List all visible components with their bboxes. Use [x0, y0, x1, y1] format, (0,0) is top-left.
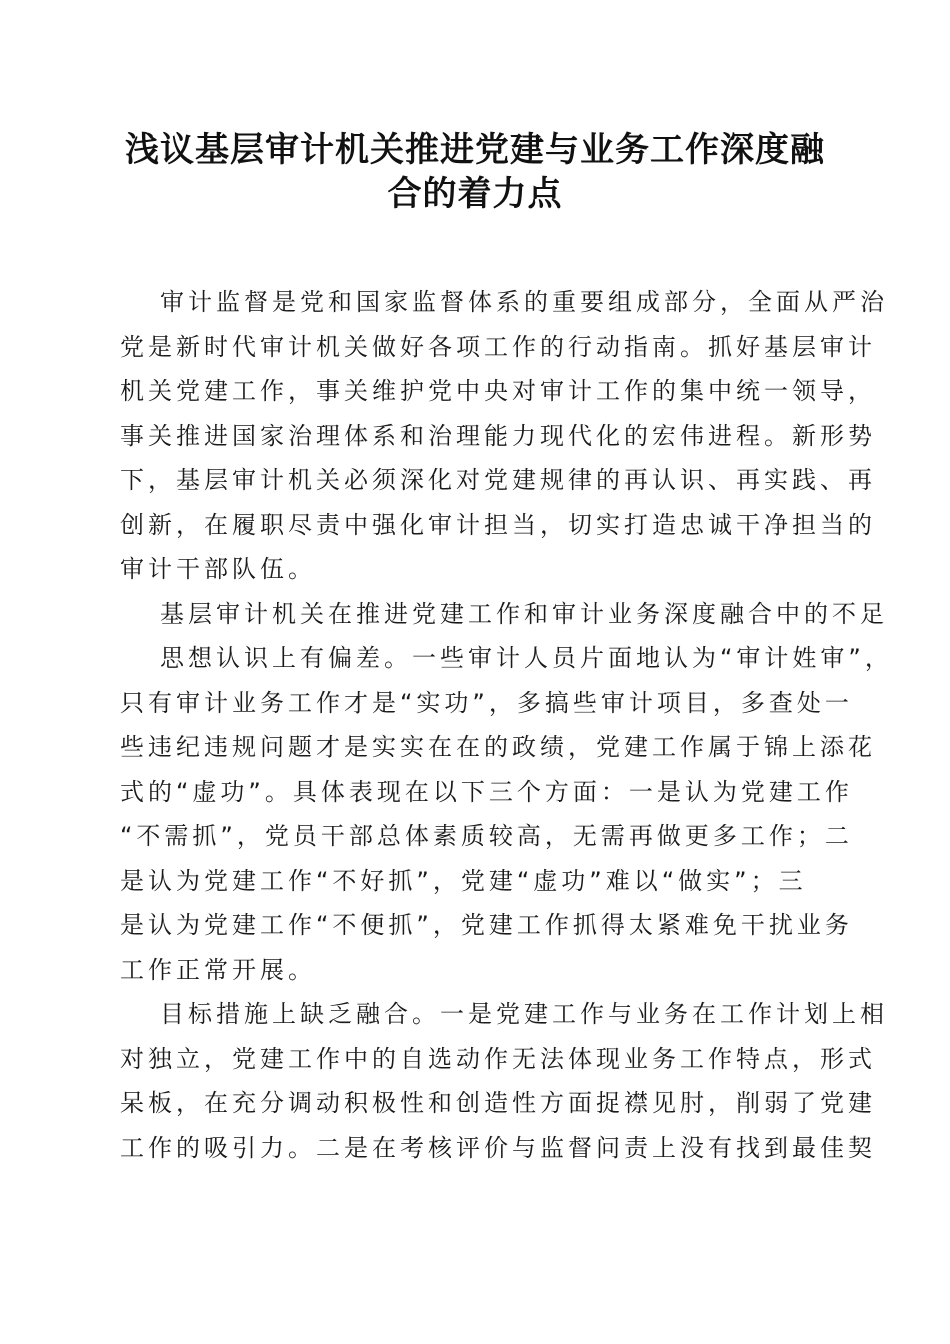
text-line: 思想认识上有偏差。一些审计人员片面地认为“审计姓审”，: [160, 644, 893, 672]
text-line: 事关推进国家治理体系和治理能力现代化的宏伟进程。新形势: [120, 421, 876, 450]
text-line: 机关党建工作，事关维护党中央对审计工作的集中统一领导，: [120, 377, 876, 405]
document-body: [120, 280, 893, 1170]
text-line: 下，基层审计机关必须深化对党建规律的再认识、再实践、再: [120, 466, 876, 494]
text-line: 是认为党建工作“不好抓”，党建“虚功”难以“做实”；三: [120, 866, 807, 895]
title-line: 合的着力点: [387, 174, 563, 214]
text-line: 创新，在履职尽责中强化审计担当，切实打造忠诚干净担当的: [120, 510, 876, 539]
text-line: 目标措施上缺乏融合。一是党建工作与业务在工作计划上相: [160, 1000, 888, 1028]
text-line: 是认为党建工作“不便抓”，党建工作抓得太紧难免干扰业务: [120, 911, 853, 939]
text-line: 审计监督是党和国家监督体系的重要组成部分，全面从严治: [160, 288, 888, 316]
paragraph-intro: [120, 280, 888, 592]
text-line: 对独立，党建工作中的自选动作无法体现业务工作特点，形式: [120, 1044, 876, 1073]
text-line: 式的“虚功”。具体表现在以下三个方面：一是认为党建工作: [120, 777, 853, 806]
paragraph-thinking: [120, 636, 893, 992]
text-line: 工作正常开展。: [120, 955, 316, 984]
text-line: 呆板，在充分调动积极性和创造性方面捉襟见肘，削弱了党建: [120, 1089, 876, 1117]
text-line: 工作的吸引力。二是在考核评价与监督问责上没有找到最佳契: [120, 1133, 876, 1162]
text-line: 党是新时代审计机关做好各项工作的行动指南。抓好基层审计: [120, 332, 876, 361]
text-line: 些违纪违规问题才是实实在在的政绩，党建工作属于锦上添花: [120, 733, 876, 761]
paragraph-measures: [120, 992, 888, 1170]
text-line: 只有审计业务工作才是“实功”，多搞些审计项目，多查处一: [120, 688, 853, 717]
section-heading: [120, 592, 888, 637]
text-line: 基层审计机关在推进党建工作和审计业务深度融合中的不足: [160, 599, 888, 628]
document-title: [110, 128, 840, 216]
title-line: 浅议基层审计机关推进党建与业务工作深度融: [125, 130, 825, 170]
text-line: 审计干部队伍。: [120, 555, 316, 583]
text-line: “不需抓”，党员干部总体素质较高，无需再做更多工作；二: [120, 822, 853, 850]
